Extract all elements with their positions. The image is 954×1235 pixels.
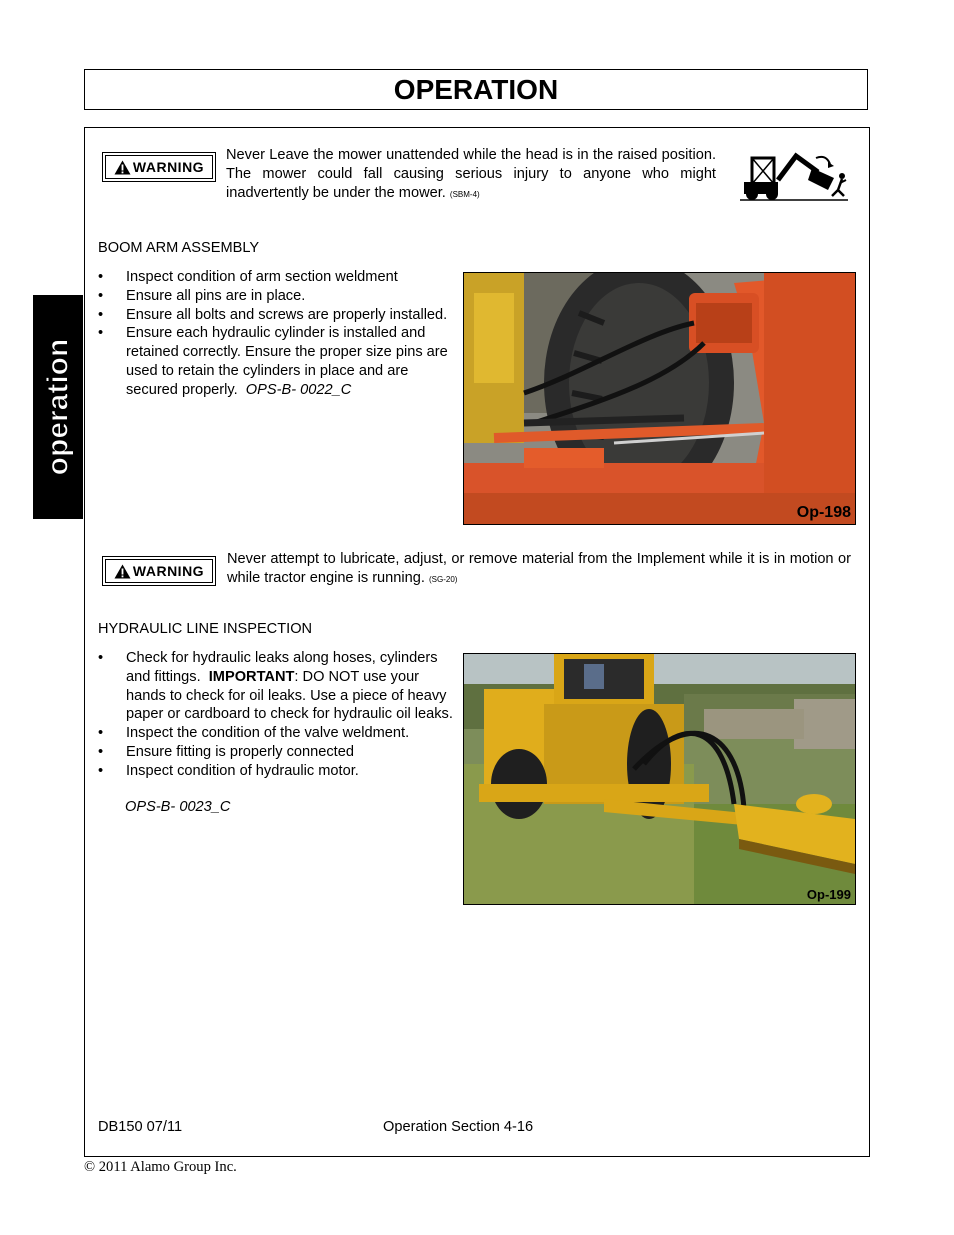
important-label: IMPORTANT: [208, 668, 295, 685]
warning-message: [227, 550, 851, 589]
warning-triangle-icon: [114, 160, 131, 175]
warning-badge: [102, 556, 216, 586]
list-item: • Inspect condition of arm section weldment: [98, 268, 454, 287]
list-item-text: Ensure each hydraulic cylinder is installed and retained correctly. Ensure the proper size pins are used to retain the cylinders in place and are secured properly.: [126, 325, 448, 398]
list-item: • Ensure all bolts and screws are properly installed.: [98, 306, 454, 325]
hydraulic-line-heading: HYDRAULIC LINE INSPECTION: [98, 621, 313, 637]
list-item: • Inspect the condition of the valve weldment.: [98, 724, 454, 743]
boom-arm-checklist: [98, 268, 454, 400]
reference-code: OPS-B- 0023_C: [125, 799, 231, 815]
list-item: • Ensure fitting is properly connected: [98, 743, 454, 762]
mower-raised-head-hazard-icon: [738, 150, 850, 202]
photo-caption: Op-199: [806, 887, 851, 902]
warning-message-text: Never attempt to lubricate, adjust, or remove material from the Implement while it is in motion or while tractor engine is running.: [227, 551, 851, 586]
boom-arm-photo: [463, 272, 856, 525]
side-tab-label: operation: [41, 338, 75, 476]
boom-arm-heading: BOOM ARM ASSEMBLY: [98, 240, 260, 256]
page-title: OPERATION: [393, 73, 559, 105]
warning-badge: [102, 152, 216, 182]
warning-message: [226, 146, 716, 204]
warning-message-text: Never Leave the mower unattended while the head is in the raised position. The mower could fall causing serious injury to anyone who might inadvertently be under the mower.: [226, 147, 716, 201]
copyright-notice: © 2011 Alamo Group Inc.: [84, 1159, 237, 1175]
list-item-text: : DO NOT use your hands to check for oil leaks. Use a piece of heavy paper or cardboard to check for hydraulic oil leaks.: [126, 668, 453, 723]
hydraulic-line-photo: [463, 653, 856, 905]
warning-triangle-icon: [114, 564, 131, 579]
list-item: • Inspect condition of hydraulic motor.: [98, 762, 454, 781]
reference-code: OPS-B- 0022_C: [245, 381, 352, 398]
warning-code: (SG-20): [429, 575, 458, 584]
page-header: [84, 69, 868, 110]
list-item: • Ensure all pins are in place.: [98, 287, 454, 306]
photo-caption: Op-198: [796, 504, 851, 521]
hydraulic-checklist: [98, 649, 454, 781]
section-side-tab: [33, 295, 83, 519]
warning-code: (SBM-4): [449, 190, 480, 199]
warning-badge-label: WARNING: [132, 159, 205, 175]
footer-page-number: Operation Section 4-16: [383, 1119, 534, 1135]
list-item: [98, 324, 454, 399]
warning-badge-label: WARNING: [132, 563, 205, 579]
list-item-text: Check for hydraulic leaks along hoses, cylinders and fittings.: [126, 650, 438, 685]
list-item: [98, 649, 454, 724]
footer-model-date: DB150 07/11: [98, 1119, 183, 1135]
